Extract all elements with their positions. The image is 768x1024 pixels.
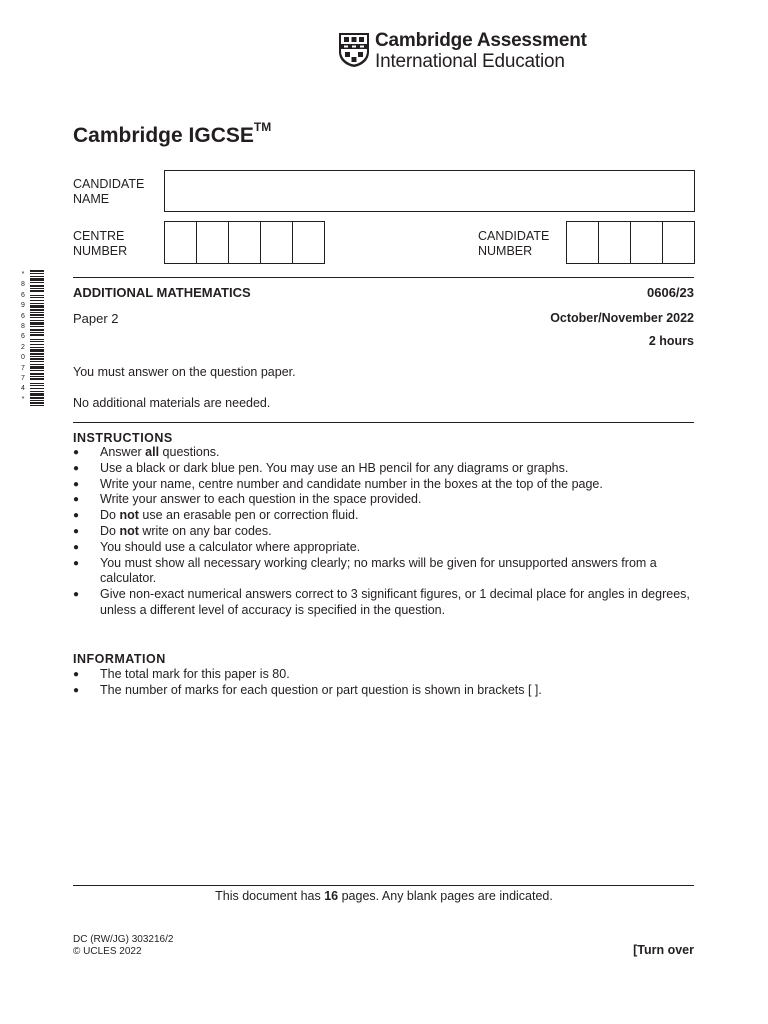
candidate-number-label bbox=[478, 229, 549, 259]
bullet-icon: ● bbox=[73, 557, 80, 569]
centre-number-cell[interactable] bbox=[196, 222, 228, 263]
barcode-bar bbox=[30, 358, 44, 360]
centre-number-label bbox=[73, 229, 127, 259]
barcode-digits bbox=[17, 270, 29, 406]
barcode-bar bbox=[30, 285, 44, 287]
document-reference bbox=[73, 934, 173, 958]
exam-duration: 2 hours bbox=[648, 334, 694, 348]
list-item bbox=[73, 540, 695, 556]
barcode-bar bbox=[30, 270, 44, 272]
item-emphasis: not bbox=[119, 523, 139, 538]
centre-number-label-line-1: CENTRE bbox=[73, 229, 125, 243]
candidate-name-label-line-2: NAME bbox=[73, 192, 110, 206]
candidate-number-cell[interactable] bbox=[598, 222, 630, 263]
barcode-number: * 8 6 9 6 8 6 2 0 7 7 4 * bbox=[21, 271, 25, 403]
candidate-number-label-line-2: NUMBER bbox=[478, 244, 533, 258]
list-item bbox=[73, 508, 695, 524]
bullet-icon: ● bbox=[73, 541, 80, 553]
barcode-bar bbox=[30, 388, 44, 389]
barcode-bar bbox=[30, 347, 44, 348]
item-emphasis: not bbox=[119, 508, 139, 523]
item-text: Do bbox=[100, 523, 120, 538]
barcode-bar bbox=[30, 276, 44, 277]
barcode-bar bbox=[30, 322, 44, 325]
item-text: Write your name, centre number and candidate number in the boxes at the top of the page. bbox=[100, 476, 603, 491]
barcode-bar bbox=[30, 320, 44, 321]
item-emphasis: all bbox=[145, 445, 160, 459]
item-text: The number of marks for each question or part question is shown in brackets [ ]. bbox=[100, 682, 542, 697]
barcode-bar bbox=[30, 339, 44, 340]
list-item bbox=[73, 667, 695, 683]
candidate-number-label-line-1: CANDIDATE bbox=[478, 229, 550, 243]
bullet-icon: ● bbox=[73, 510, 80, 522]
bullet-icon: ● bbox=[73, 589, 80, 601]
answer-note: You must answer on the question paper. bbox=[73, 365, 296, 379]
barcode-bar bbox=[30, 376, 44, 377]
candidate-name-label bbox=[73, 177, 144, 207]
barcode-bar bbox=[30, 300, 44, 301]
divider-middle bbox=[73, 422, 694, 423]
barcode-bar bbox=[30, 400, 44, 401]
barcode-bar bbox=[30, 290, 44, 292]
list-item bbox=[73, 477, 695, 493]
item-text-end: questions. bbox=[159, 445, 220, 459]
centre-number-cell[interactable] bbox=[165, 222, 196, 263]
page-count-note bbox=[73, 889, 695, 903]
bullet-icon: ● bbox=[73, 525, 80, 537]
barcode-bar bbox=[30, 332, 44, 333]
barcode-bar bbox=[30, 309, 44, 311]
list-item bbox=[73, 556, 695, 588]
item-text: The total mark for this paper is 80. bbox=[100, 667, 290, 681]
candidate-number-cell[interactable] bbox=[630, 222, 662, 263]
barcode-bar bbox=[30, 361, 44, 362]
logo-line-1: Cambridge Assessment bbox=[375, 30, 587, 51]
barcode-bar bbox=[30, 341, 44, 342]
barcode-bar bbox=[30, 326, 44, 327]
barcode-bar bbox=[30, 334, 44, 336]
candidate-number-field[interactable] bbox=[566, 221, 695, 264]
barcode-bar bbox=[30, 385, 44, 386]
paper-number: Paper 2 bbox=[73, 311, 119, 326]
qualification-title bbox=[73, 120, 272, 148]
barcode-bar bbox=[30, 397, 44, 399]
instructions-list bbox=[73, 445, 695, 619]
barcode-bar bbox=[30, 391, 44, 392]
list-item bbox=[73, 683, 695, 699]
page-count: 16 bbox=[324, 889, 339, 903]
materials-note: No additional materials are needed. bbox=[73, 396, 271, 410]
barcode-bar bbox=[30, 370, 44, 371]
barcode-bar bbox=[30, 393, 44, 396]
divider-top bbox=[73, 277, 694, 278]
barcode-bar bbox=[30, 378, 44, 380]
item-text: Write your answer to each question in the space provided. bbox=[100, 492, 422, 507]
turn-over-label: [Turn over bbox=[633, 943, 694, 957]
barcode-bar bbox=[30, 329, 44, 331]
information-list bbox=[73, 667, 695, 699]
subject-title: ADDITIONAL MATHEMATICS bbox=[73, 285, 251, 300]
bullet-icon: ● bbox=[73, 478, 80, 490]
exam-session: October/November 2022 bbox=[550, 311, 694, 325]
barcode-bar bbox=[30, 373, 44, 375]
barcode-bar bbox=[30, 364, 44, 365]
item-text: Use a black or dark blue pen. You may use an HB pencil for any diagrams or graphs. bbox=[100, 460, 569, 475]
barcode-bar bbox=[30, 295, 44, 296]
bullet-icon: ● bbox=[73, 447, 80, 458]
centre-number-cell[interactable] bbox=[260, 222, 292, 263]
candidate-number-cell[interactable] bbox=[662, 222, 694, 263]
cambridge-logo bbox=[338, 30, 588, 72]
barcode-bar bbox=[30, 282, 44, 283]
barcode-bar bbox=[30, 317, 44, 318]
barcode-bar bbox=[30, 273, 44, 274]
document-code: DC (RW/JG) 303216/2 bbox=[73, 934, 174, 945]
instructions-heading: INSTRUCTIONS bbox=[73, 431, 173, 445]
barcode-bar bbox=[30, 314, 44, 316]
barcode-bar bbox=[30, 383, 44, 384]
candidate-name-label-line-1: CANDIDATE bbox=[73, 177, 145, 191]
barcode-bar bbox=[30, 297, 44, 298]
bullet-icon: ● bbox=[73, 494, 80, 506]
logo-line-2: International Education bbox=[375, 51, 565, 72]
barcode-bar bbox=[30, 405, 44, 406]
barcode-bar bbox=[30, 366, 44, 369]
barcode-bar bbox=[30, 278, 44, 281]
information-heading: INFORMATION bbox=[73, 652, 166, 666]
barcode-bar bbox=[30, 305, 44, 308]
item-text: You should use a calculator where appropriate. bbox=[100, 539, 361, 554]
barcode-bar bbox=[30, 288, 44, 289]
qualification-name: Cambridge IGCSE bbox=[73, 124, 254, 147]
bullet-icon: ● bbox=[73, 462, 80, 474]
centre-number-cell[interactable] bbox=[228, 222, 260, 263]
list-item bbox=[73, 445, 695, 461]
item-text: Do bbox=[100, 508, 120, 523]
barcode-bar bbox=[30, 402, 44, 404]
centre-number-field[interactable] bbox=[164, 221, 325, 264]
item-text-end: use an erasable pen or correction fluid. bbox=[138, 508, 359, 523]
item-text-end: write on any bar codes. bbox=[138, 523, 272, 538]
candidate-number-cell[interactable] bbox=[567, 222, 598, 263]
copyright: © UCLES 2022 bbox=[73, 946, 142, 957]
candidate-name-field[interactable] bbox=[164, 170, 695, 212]
list-item bbox=[73, 461, 695, 477]
centre-number-label-line-2: NUMBER bbox=[73, 244, 128, 258]
barcode-bar bbox=[30, 356, 44, 357]
item-text: You must show all necessary working clearly; no marks will be given for unsupported answers from a calculator. bbox=[100, 555, 657, 586]
subject-code: 0606/23 bbox=[647, 285, 694, 300]
barcode-bar bbox=[30, 312, 44, 313]
list-item bbox=[73, 492, 695, 508]
centre-number-cell[interactable] bbox=[292, 222, 324, 263]
page-count-suffix: pages. Any blank pages are indicated. bbox=[338, 889, 553, 903]
list-item bbox=[73, 587, 695, 619]
item-text: Answer bbox=[100, 445, 146, 459]
item-text: Give non-exact numerical answers correct to 3 significant figures, or 1 decimal place for angles in degrees, unless a different level of accuracy is specified in the question. bbox=[100, 587, 690, 617]
divider-bottom bbox=[73, 885, 694, 886]
page-count-prefix: This document has bbox=[215, 889, 325, 903]
trademark-mark: TM bbox=[253, 120, 272, 134]
bullet-icon: ● bbox=[73, 669, 80, 680]
barcode-bar bbox=[30, 353, 44, 355]
barcode-bar bbox=[30, 349, 44, 352]
barcode-bar bbox=[30, 344, 44, 345]
list-item bbox=[73, 524, 695, 540]
barcode-bar bbox=[30, 303, 44, 304]
cambridge-crest-icon bbox=[338, 32, 370, 68]
bullet-icon: ● bbox=[73, 684, 80, 696]
barcode bbox=[30, 270, 44, 406]
